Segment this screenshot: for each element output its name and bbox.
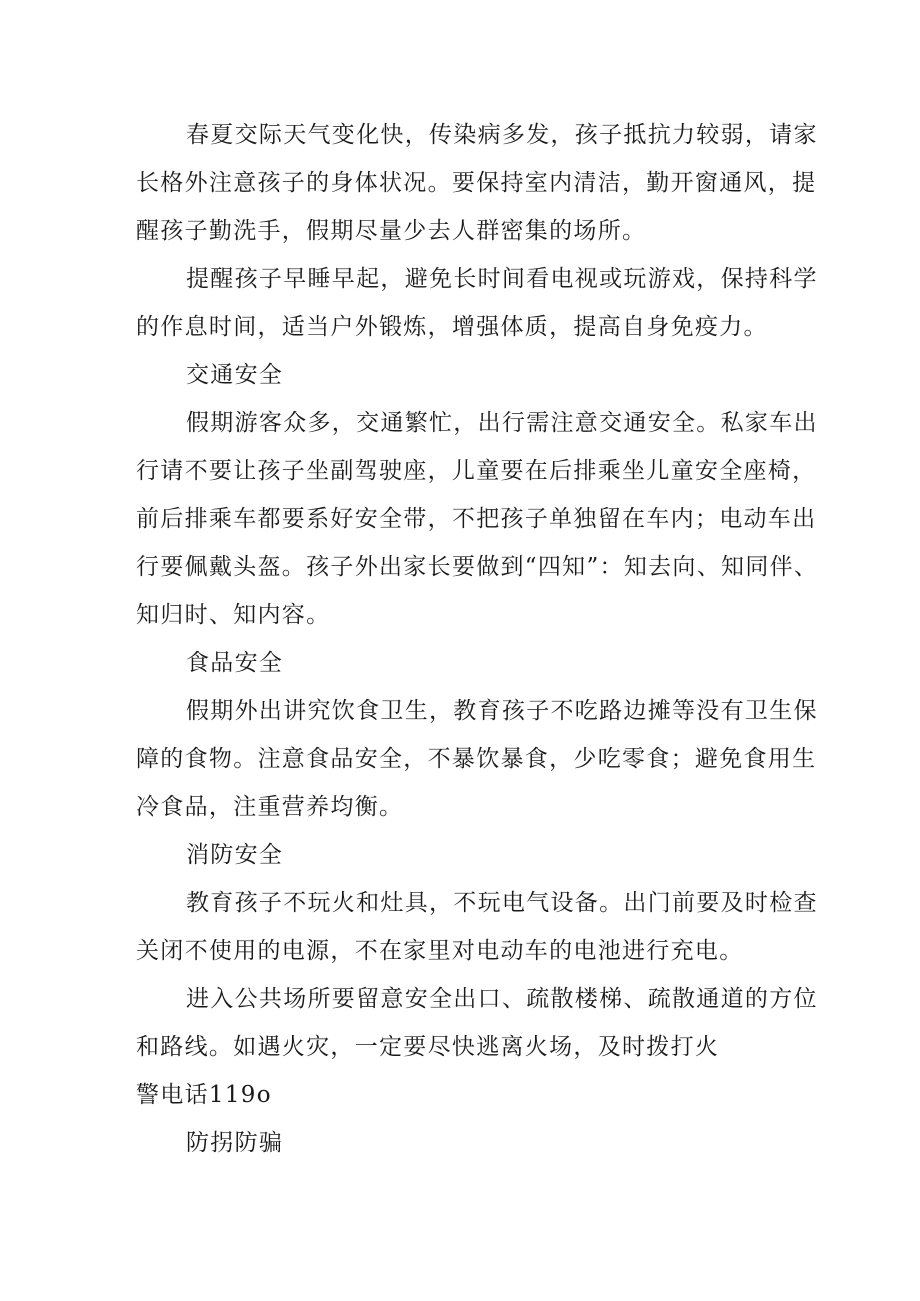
heading-food-safety: 食品安全 [186,650,284,676]
heading-traffic-safety: 交通安全 [186,362,284,388]
paragraph-routine-line-1: 提醒孩子早睡早起，避免长时间看电视或玩游戏，保持科学 [186,266,818,292]
heading-anti-abduction: 防拐防骗 [186,1130,284,1156]
paragraph-exit-line-2: 和路线。如遇火灾，一定要尽快逃离火场，及时拨打火 [136,1034,720,1060]
paragraph-traffic-line-3: 前后排乘车都要系好安全带，不把孩子单独留在车内；电动车出 [136,506,817,532]
paragraph-health-line-2: 长格外注意孩子的身体状况。要保持室内清洁，勤开窗通风，提 [136,170,817,196]
paragraph-routine-line-2: 的作息时间，适当户外锻炼，增强体质，提高自身免疫力。 [136,314,768,340]
paragraph-exit-line-3: 警电话119o [136,1082,272,1108]
paragraph-exit-line-1: 进入公共场所要留意安全出口、疏散楼梯、疏散通道的方位 [186,986,818,1012]
paragraph-traffic-line-4: 行要佩戴头盔。孩子外出家长要做到“四知”：知去向、知同伴、 [136,554,819,580]
paragraph-food-line-1: 假期外出讲究饮食卫生，教育孩子不吃路边摊等没有卫生保 [186,698,818,724]
paragraph-health-line-1: 春夏交际天气变化快，传染病多发，孩子抵抗力较弱，请家 [186,122,818,148]
paragraph-fire-line-2: 关闭不使用的电源，不在家里对电动车的电池进行充电。 [136,938,744,964]
paragraph-traffic-line-2: 行请不要让孩子坐副驾驶座，儿童要在后排乘坐儿童安全座椅， [136,458,817,484]
paragraph-food-line-3: 冷食品，注重营养均衡。 [136,794,404,820]
heading-fire-safety: 消防安全 [186,842,284,868]
paragraph-traffic-line-5: 知归时、知内容。 [136,602,331,628]
paragraph-food-line-2: 障的食物。注意食品安全，不暴饮暴食，少吃零食；避免食用生 [136,746,817,772]
paragraph-fire-line-1: 教育孩子不玩火和灶具，不玩电气设备。出门前要及时检查 [186,890,818,916]
paragraph-traffic-line-1: 假期游客众多，交通繁忙，出行需注意交通安全。私家车出 [186,410,818,436]
paragraph-health-line-3: 醒孩子勤洗手，假期尽量少去人群密集的场所。 [136,218,647,244]
